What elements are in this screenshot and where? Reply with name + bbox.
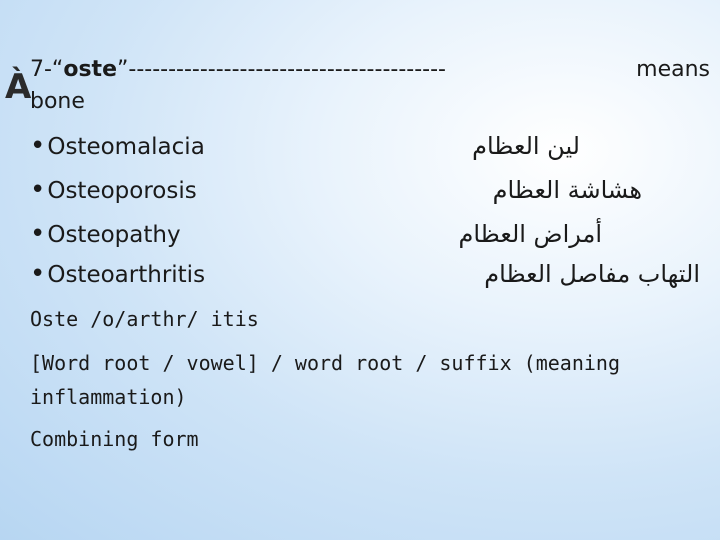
term-english-text: Osteomalacia <box>47 134 205 160</box>
term-english-text: Osteoarthritis <box>47 262 206 288</box>
heading-term: oste <box>63 57 117 82</box>
bullet-icon: • <box>30 259 46 289</box>
bullet-icon: • <box>30 131 46 161</box>
bullet-icon: • <box>30 219 46 249</box>
term-arabic: لين العظام <box>472 132 580 160</box>
term-row-osteopathy <box>30 219 710 249</box>
bullet-icon: • <box>30 175 46 205</box>
term-english <box>30 131 205 162</box>
term-arabic: هشاشة العظام <box>492 176 642 204</box>
term-english <box>30 175 197 206</box>
heading-means: means <box>636 57 710 82</box>
corner-glyph: À <box>5 67 32 107</box>
heading-prefix: 7-“ <box>30 57 64 82</box>
term-arabic: أمراض العظام <box>458 220 602 248</box>
word-breakdown: Oste /o/arthr/ itis <box>30 307 259 331</box>
term-row-osteomalacia <box>30 131 710 161</box>
heading-close-quote: ” <box>117 57 129 82</box>
term-arabic: التهاب مفاصل العظام <box>484 260 700 288</box>
heading-line <box>30 56 710 84</box>
term-row-osteoporosis <box>30 175 710 205</box>
heading-meaning: bone <box>30 89 85 114</box>
explanation-line-2: inflammation) <box>30 385 187 409</box>
heading-dashes: ---------------------------------------- <box>128 57 446 82</box>
explanation-line-1: [Word root / vowel] / word root / suffix (meaning <box>30 351 621 375</box>
term-row-osteoarthritis <box>30 259 710 289</box>
term-english <box>30 219 181 250</box>
term-english <box>30 259 205 290</box>
term-english-text: Osteopathy <box>47 222 181 248</box>
combining-form-label: Combining form <box>30 427 199 451</box>
term-english-text: Osteoporosis <box>47 178 197 204</box>
